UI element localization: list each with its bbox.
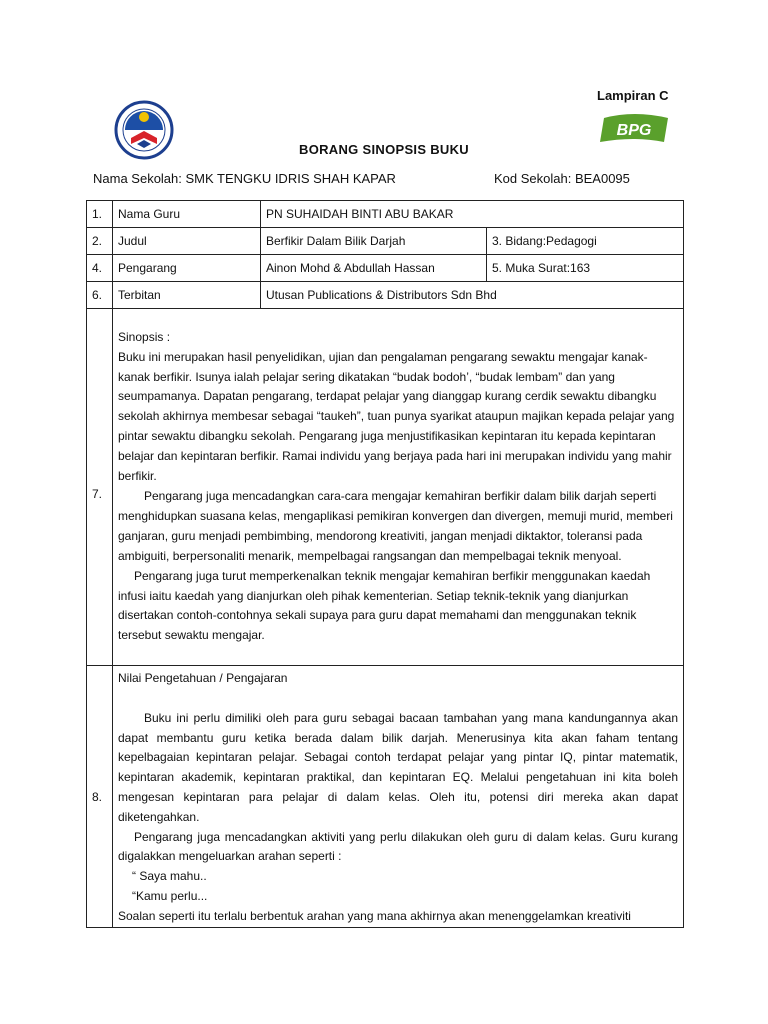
field-extra: 5. Muka Surat:163 (487, 255, 684, 282)
field-label: Pengarang (113, 255, 261, 282)
table-row (87, 282, 684, 309)
field-extra: 3. Bidang:Pedagogi (487, 228, 684, 255)
field-label: Judul (113, 228, 261, 255)
table-row (87, 228, 684, 255)
lampiran-label: Lampiran C (597, 88, 669, 103)
svg-text:BPG: BPG (616, 122, 652, 139)
row-number: 1. (87, 201, 113, 228)
synopsis-heading: Sinopsis : (118, 329, 171, 344)
field-label: Nama Guru (113, 201, 261, 228)
field-label: Terbitan (113, 282, 261, 309)
value-paragraph: Soalan seperti itu terlalu berbentuk arahan yang mana akhirnya akan menenggelamkan kreativiti (118, 908, 631, 923)
value-cell (113, 666, 684, 928)
field-value: Ainon Mohd & Abdullah Hassan (261, 255, 487, 282)
row-number: 6. (87, 282, 113, 309)
field-value: PN SUHAIDAH BINTI ABU BAKAR (261, 201, 684, 228)
table-row (87, 201, 684, 228)
school-code: Kod Sekolah: BEA0095 (494, 171, 630, 186)
table-row (87, 255, 684, 282)
synopsis-paragraph: Pengarang juga turut memperkenalkan teknik mengajar kemahiran berfikir menggunakan kaedah infusi iaitu kaedah yang dianjurkan oleh pihak kementerian. Setiap teknik-teknik yang dianjurkan disertakan contoh-contohnya sekali supaya para guru dapat memahami dan menggunakan teknik tersebut sewaktu mengajar. (118, 568, 651, 643)
row-number: 7. (87, 309, 113, 666)
value-paragraph: Pengarang juga mencadangkan aktiviti yang perlu dilakukan oleh guru di dalam kelas. Guru kurang digalakkan mengeluarkan arahan seperti : (118, 829, 679, 864)
table-row (87, 309, 684, 666)
value-quote: “ Saya mahu.. (132, 869, 207, 884)
synopsis-form-table (86, 200, 684, 928)
value-heading: Nilai Pengetahuan / Pengajaran (118, 671, 288, 685)
value-paragraph: Buku ini perlu dimiliki oleh para guru sebagai bacaan tambahan yang mana kandungannya akan dapat membantu guru ketika berada dalam bilik darjah. Menerusinya kita akan faham tentang kepelbagaian kepintaran pelajar. Sebagai contoh terdapat pelajar yang pintar IQ, pintar matematik, kepintaran akademik, kepintaran praktikal, dan kepintaran EQ. Melalui pengetahuan ini kita boleh mengesan kepintaran para pelajar di dalam kelas. Oleh itu, potensi diri mereka akan dapat diketengahkan. (118, 710, 679, 824)
row-number: 8. (87, 666, 113, 928)
row-number: 2. (87, 228, 113, 255)
synopsis-paragraph: Pengarang juga mencadangkan cara-cara mengajar kemahiran berfikir dalam bilik darjah seperti menghidupkan suasana kelas, mengaplikasi pemikiran konvergen dan divergen, memuji murid, memberi ganjaran, guru menjadi pembimbing, mendorong kreativiti, jangan menjadi diktaktor, toleransi pada ambiguiti, berpersonaliti menarik, mempelbagai rangsangan dan mempelbagai teknik menyoal. (118, 489, 673, 563)
school-name: Nama Sekolah: SMK TENGKU IDRIS SHAH KAPAR (93, 171, 396, 186)
bpg-logo-icon (598, 112, 670, 146)
synopsis-cell (113, 309, 684, 666)
field-value: Utusan Publications & Distributors Sdn Bhd (261, 282, 684, 309)
synopsis-paragraph: Buku ini merupakan hasil penyelidikan, ujian dan pengalaman pengarang sewaktu mengajar kanak-kanak berfikir. Isunya ialah pelajar sering dikatakan “budak bodoh’, “budak lembam” dan yang seumpamanya. Dapatan pengarang, terdapat pelajar yang dianggap kurang cerdik sewaktu dibangku sekolah akhirnya membesar sebagai “taukeh”, tuan punya syarikat ataupun majikan kepada pelajar yang pintar sewaktu dibangku sekolah. Pengarang juga menjustifikasikan kepintaran itu kepada kepintaran belajar dan kepintaran berfikir. Ramai individu yang berjaya pada hari ini merupakan individu yang mahir berfikir. (118, 349, 675, 484)
value-quote: “Kamu perlu... (132, 888, 208, 903)
row-number: 4. (87, 255, 113, 282)
page-title: BORANG SINOPSIS BUKU (299, 142, 469, 157)
field-value: Berfikir Dalam Bilik Darjah (261, 228, 487, 255)
table-row (87, 666, 684, 928)
